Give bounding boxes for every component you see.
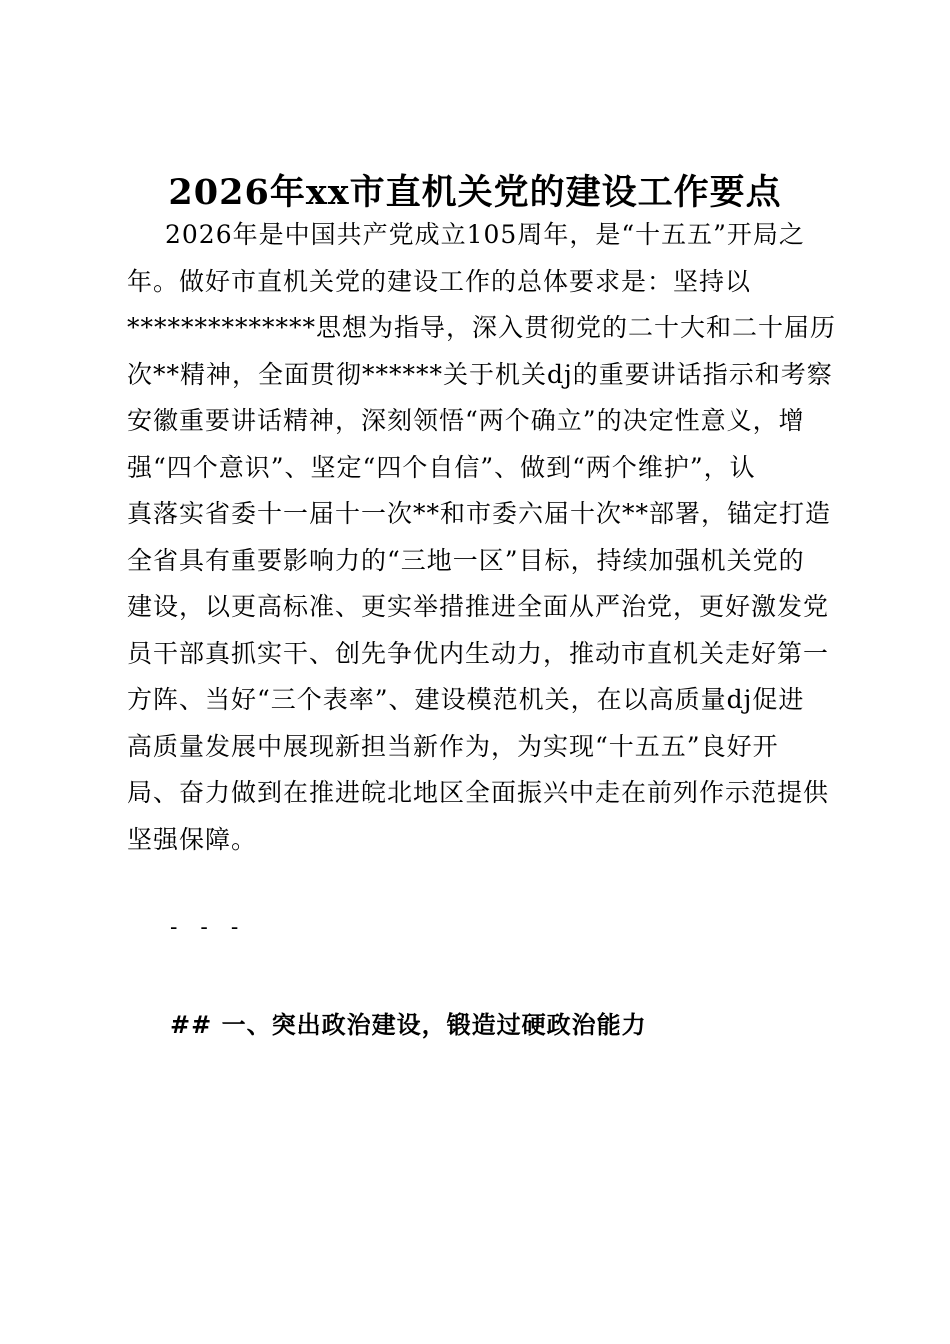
paragraph-line: 2026年是中国共产党成立105周年，是“十五五”开局之 [165, 220, 805, 249]
horizontal-rule: - - - [170, 915, 247, 940]
paragraph-line: 员干部真抓实干、创先争优内生动力，推动市直机关走好第一 [127, 638, 830, 668]
paragraph-line: 坚强保障。 [127, 824, 258, 854]
paragraph-line: 真落实省委十一届十一次**和市委六届十次**部署，锚定打造 [127, 499, 832, 528]
paragraph-line: 全省具有重要影响力的“三地一区”目标，持续加强机关党的 [127, 545, 805, 575]
paragraph-line: 安徽重要讲话精神，深刻领悟“两个确立”的决定性意义，增 [127, 406, 805, 435]
intro-paragraph [127, 212, 837, 863]
paragraph-line: 高质量发展中展现新担当新作为，为实现“十五五”良好开 [127, 731, 779, 761]
paragraph-line: **************思想为指导，深入贯彻党的二十大和二十届历 [127, 313, 837, 342]
paragraph-line: 次**精神，全面贯彻******关于机关dj的重要讲话指示和考察 [127, 359, 833, 389]
document-title: 2026年xx市直机关党的建设工作要点 [168, 172, 782, 213]
paragraph-line: 强“四个意识”、坚定“四个自信”、做到“两个维护”，认 [127, 452, 756, 482]
section-heading: ## 一、突出政治建设，锻造过硬政治能力 [170, 1010, 647, 1039]
paragraph-line: 年。做好市直机关党的建设工作的总体要求是：坚持以 [127, 266, 752, 296]
paragraph-line: 建设，以更高标准、更实举措推进全面从严治党，更好激发党 [127, 592, 830, 621]
paragraph-line: 方阵、当好“三个表率”、建设模范机关，在以高质量dj促进 [127, 685, 805, 714]
paragraph-line: 局、奋力做到在推进皖北地区全面振兴中走在前列作示范提供 [127, 778, 830, 807]
